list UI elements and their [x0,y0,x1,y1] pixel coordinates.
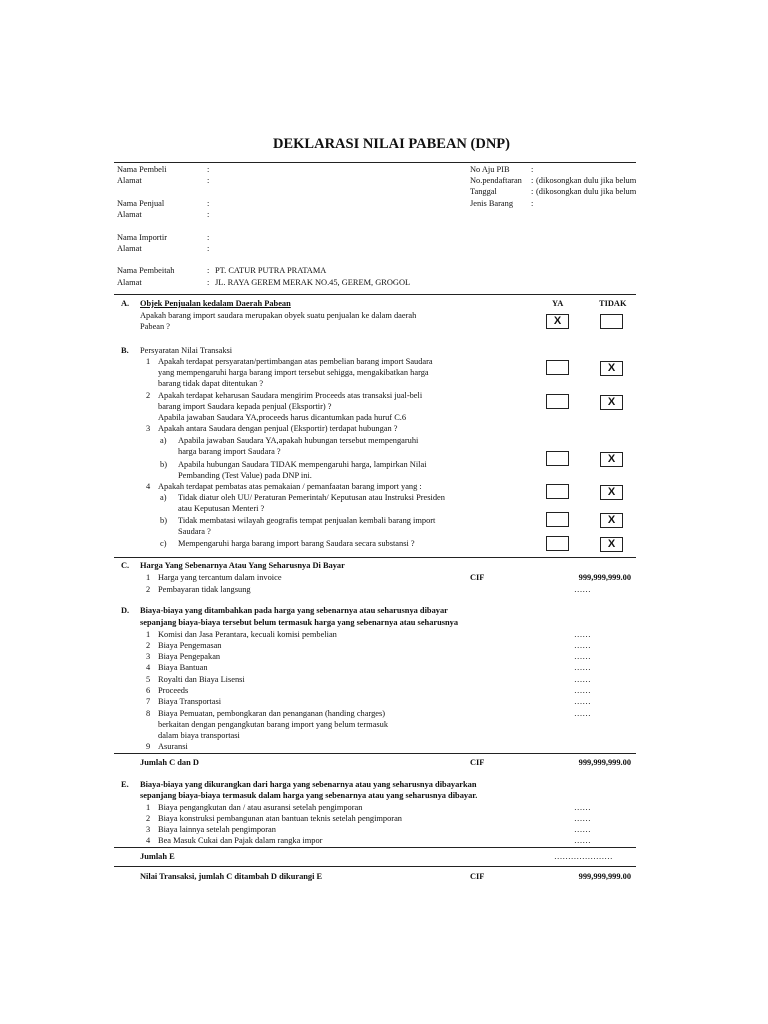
divider [114,753,636,754]
tidak-checkbox[interactable]: X [600,537,623,552]
item-label: Asuransi [158,742,188,751]
question-text: Apabila jawaban Saudara YA,apakah hubungan tersebut mempengaruhi [178,436,419,445]
field-sep: : [531,187,534,196]
tidak-checkbox[interactable]: X [600,513,623,528]
item-number: 1 [146,357,151,366]
ya-checkbox[interactable] [546,451,569,466]
field-label: No Aju PIB [470,165,510,174]
item-label: Harga yang tercantum dalam invoice [158,573,282,582]
question-text: barang tidak dapat ditentukan ? [158,379,264,388]
field-label: Jenis Barang [470,199,514,208]
item-number: 3 [146,424,151,433]
total-label: Jumlah C dan D [140,758,199,767]
tidak-checkbox[interactable]: X [600,395,623,410]
cif-label: CIF [470,758,485,767]
item-number: 3 [146,825,151,834]
field-value: PT. CATUR PUTRA PRATAMA [215,266,327,275]
cif-label: CIF [470,872,485,881]
section-title: sepanjang biaya-biaya tersebut belum termasuk harga yang sebenarnya atau seharusnya [140,618,459,627]
amount-value: …… [574,814,591,823]
section-title: Objek Penjualan kedalam Daerah Pabean [140,299,291,308]
section-letter: C. [121,561,130,570]
field-sep: : [531,176,534,185]
section-letter: D. [121,606,130,615]
field-sep: : [207,199,210,208]
section-letter: B. [121,346,129,355]
amount-value: ………………… [554,852,613,861]
divider [114,294,636,295]
field-label: Nama Importir [117,233,168,242]
item-number: 4 [146,482,151,491]
tidak-checkbox[interactable]: X [600,452,623,467]
item-label: Biaya konstruksi pembangunan atan bantuan teknis setelah pengimporan [158,814,402,823]
amount-value: …… [574,686,591,695]
item-number: 3 [146,652,151,661]
amount-value: …… [574,675,591,684]
item-label: Biaya Bantuan [158,663,208,672]
item-label: Biaya Transportasi [158,697,222,706]
field-label: No.pendaftaran [470,176,522,185]
section-title: Harga Yang Sebenarnya Atau Yang Seharusnya Di Bayar [140,561,345,570]
item-number: 1 [146,803,151,812]
section-title: Persyaratan Nilai Transaksi [140,346,233,355]
item-label: Komisi dan Jasa Perantara, kecuali komisi pembelian [158,630,337,639]
item-number: 2 [146,814,151,823]
section-title: Biaya-biaya yang ditambahkan pada harga yang sebenarnya atau seharusnya dibayar [140,606,448,615]
item-label: Royalti dan Biaya Lisensi [158,675,245,684]
question-text: Saudara ? [178,527,211,536]
item-number: 2 [146,391,151,400]
amount-value: …… [574,663,591,672]
item-label: dalam biaya transportasi [158,731,240,740]
ya-checkbox[interactable] [546,536,569,551]
ya-checkbox[interactable] [546,484,569,499]
item-number: c) [160,539,167,548]
question-text: Mempengaruhi harga barang import barang Saudara secara substansi ? [178,539,415,548]
ya-checkbox[interactable] [546,512,569,527]
field-label: Tanggal [470,187,497,196]
col-header-ya: YA [552,299,564,308]
final-label: Nilai Transaksi, jumlah C ditambah D dikurangi E [140,872,323,881]
field-sep: : [207,165,210,174]
question-text: Apakah terdapat pembatas atas pemakaian / pemanfaatan barang import yang : [158,482,422,491]
item-label: Biaya Pengepakan [158,652,221,661]
amount-value: …… [574,836,591,845]
question-text: Apakah terdapat keharusan Saudara mengirim Proceeds atas transaksi jual-beli [158,391,423,400]
item-number: 6 [146,686,151,695]
item-number: 8 [146,709,151,718]
tidak-checkbox[interactable] [600,314,623,329]
col-header-tidak: TIDAK [599,299,627,308]
field-sep: : [207,233,210,242]
question-text: yang mempengaruhi harga barang import tersebut sehigga, mengakibatkan harga [158,368,429,377]
section-letter: A. [121,299,130,308]
question-text: Apabila hubungan Saudara TIDAK mempengaruhi harga, lampirkan Nilai [178,460,427,469]
field-label: Alamat [117,244,142,253]
field-sep: : [531,165,534,174]
field-label: Alamat [117,278,142,287]
amount-value: 999,999,999.00 [578,872,631,881]
field-label: Nama Pembeli [117,165,167,174]
field-sep: : [207,210,210,219]
item-number: 1 [146,630,151,639]
item-label: Biaya Pemuatan, pembongkaran dan penanganan (handing charges) [158,709,386,718]
question-text: Apakah terdapat persyaratan/pertimbangan atas pembelian barang import Saudara [158,357,433,366]
question-text: Apakah barang import saudara merupakan obyek suatu penjualan ke dalam daerah [140,311,417,320]
amount-value: 999,999,999.00 [578,573,631,582]
field-label: Alamat [117,210,142,219]
amount-value: 999,999,999.00 [578,758,631,767]
item-number: 5 [146,675,151,684]
question-text: atau Keputusan Menteri ? [178,504,265,513]
item-number: 9 [146,742,151,751]
item-number: b) [160,516,167,525]
field-sep: : [207,266,210,275]
item-label: Bea Masuk Cukai dan Pajak dalam rangka impor [158,836,323,845]
cif-label: CIF [470,573,485,582]
field-label: Alamat [117,176,142,185]
field-sep: : [207,244,210,253]
question-text: Apakah antara Saudara dengan penjual (Eksportir) terdapat hubungan ? [158,424,398,433]
item-label: Proceeds [158,686,189,695]
question-text: Pabean ? [140,322,170,331]
question-text: Pembanding (Test Value) pada DNP ini. [178,471,312,480]
section-letter: E. [121,780,129,789]
ya-checkbox[interactable] [546,360,569,375]
divider [114,847,636,848]
field-sep: : [207,278,210,287]
divider [114,557,636,558]
ya-checkbox[interactable]: X [546,314,569,329]
item-label: Pembayaran tidak langsung [158,585,251,594]
field-label: Nama Pembeitah [117,266,175,275]
field-label: Nama Penjual [117,199,165,208]
item-number: 4 [146,836,151,845]
item-number: a) [160,493,167,502]
amount-value: …… [574,709,591,718]
field-value: (dikosongkan dulu jika belum [536,187,636,196]
amount-value: …… [574,630,591,639]
page-title: DEKLARASI NILAI PABEAN (DNP) [273,136,510,152]
item-number: a) [160,436,167,445]
question-text: harga barang import Saudara ? [178,447,281,456]
amount-value: …… [574,825,591,834]
item-label: berkaitan dengan pengangkutan barang import yang belum termasuk [158,720,389,729]
question-text: Apabila jawaban Saudara YA,proceeds harus dicantumkan pada huruf C.6 [158,413,407,422]
amount-value: …… [574,803,591,812]
field-value: (dikosongkan dulu jika belum [536,176,636,185]
amount-value: …… [574,585,591,594]
item-label: Biaya pengangkutan dan / atau asuransi setelah pengimporan [158,803,363,812]
divider [114,162,636,163]
item-label: Biaya Pengemasan [158,641,222,650]
item-number: 4 [146,663,151,672]
item-number: 1 [146,573,151,582]
question-text: Tidak membatasi wilayah geografis tempat penjualan kembali barang import [178,516,436,525]
field-value: JL. RAYA GEREM MERAK NO.45, GEREM, GROGOL [215,278,411,287]
amount-value: …… [574,652,591,661]
question-text: barang import Saudara kepada penjual (Eksportir) ? [158,402,332,411]
field-sep: : [531,199,534,208]
section-title: sepanjang biaya-biaya termasuk dalam harga yang sebenarnya atau yang seharusnya dibayar. [140,791,478,800]
item-number: 2 [146,585,151,594]
ya-checkbox[interactable] [546,394,569,409]
section-title: Biaya-biaya yang dikurangkan dari harga yang sebenarnya atau yang seharusnya dibayarkan [140,780,477,789]
divider [114,866,636,867]
item-number: b) [160,460,167,469]
field-sep: : [207,176,210,185]
item-number: 2 [146,641,151,650]
item-label: Biaya lainnya setelah pengimporan [158,825,276,834]
total-label: Jumlah E [140,852,175,861]
amount-value: …… [574,641,591,650]
item-number: 7 [146,697,151,706]
question-text: Tidak diatur oleh UU/ Peraturan Pemerintah/ Keputusan atau Instruksi Presiden [178,493,445,502]
tidak-checkbox[interactable]: X [600,361,623,376]
tidak-checkbox[interactable]: X [600,485,623,500]
amount-value: …… [574,697,591,706]
